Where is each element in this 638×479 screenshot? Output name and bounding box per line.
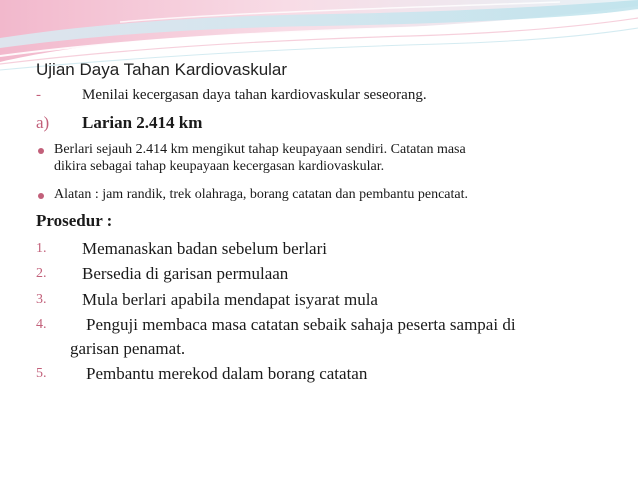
step-text: Pembantu merekod dalam borang catatan: [86, 364, 368, 383]
procedure-heading: Prosedur :: [36, 211, 113, 230]
step-text: garisan penamat.: [70, 339, 186, 358]
step-marker: 1.: [36, 241, 47, 256]
bullet-line: Alatan : jam randik, trek olahraga, borang catatan dan pembantu pencatat.: [54, 187, 468, 202]
section-a-title: Larian 2.414 km: [82, 113, 203, 132]
section-a-marker: a): [36, 113, 50, 132]
intro-text: Menilai kecergasan daya tahan kardiovaskular seseorang.: [82, 87, 427, 103]
step-text: Bersedia di garisan permulaan: [82, 264, 289, 283]
step-marker: 4.: [36, 317, 47, 332]
step-marker: 5.: [36, 366, 47, 381]
bullet-icon: [38, 193, 44, 199]
bullet-line: dikira sebagai tahap keupayaan kecergasan kardiovaskular.: [54, 159, 385, 174]
step-text: Penguji membaca masa catatan sebaik sahaja peserta sampai di: [86, 315, 516, 334]
step-text: Memanaskan badan sebelum berlari: [82, 239, 327, 258]
bullet-line: Berlari sejauh 2.414 km mengikut tahap keupayaan sendiri. Catatan masa: [54, 142, 466, 157]
step-marker: 3.: [36, 292, 47, 307]
step-marker: 2.: [36, 266, 47, 281]
intro-marker: -: [36, 87, 41, 103]
page-title: Ujian Daya Tahan Kardiovaskular: [36, 60, 288, 79]
bullet-icon: [38, 148, 44, 154]
step-text: Mula berlari apabila mendapat isyarat mula: [82, 290, 378, 309]
